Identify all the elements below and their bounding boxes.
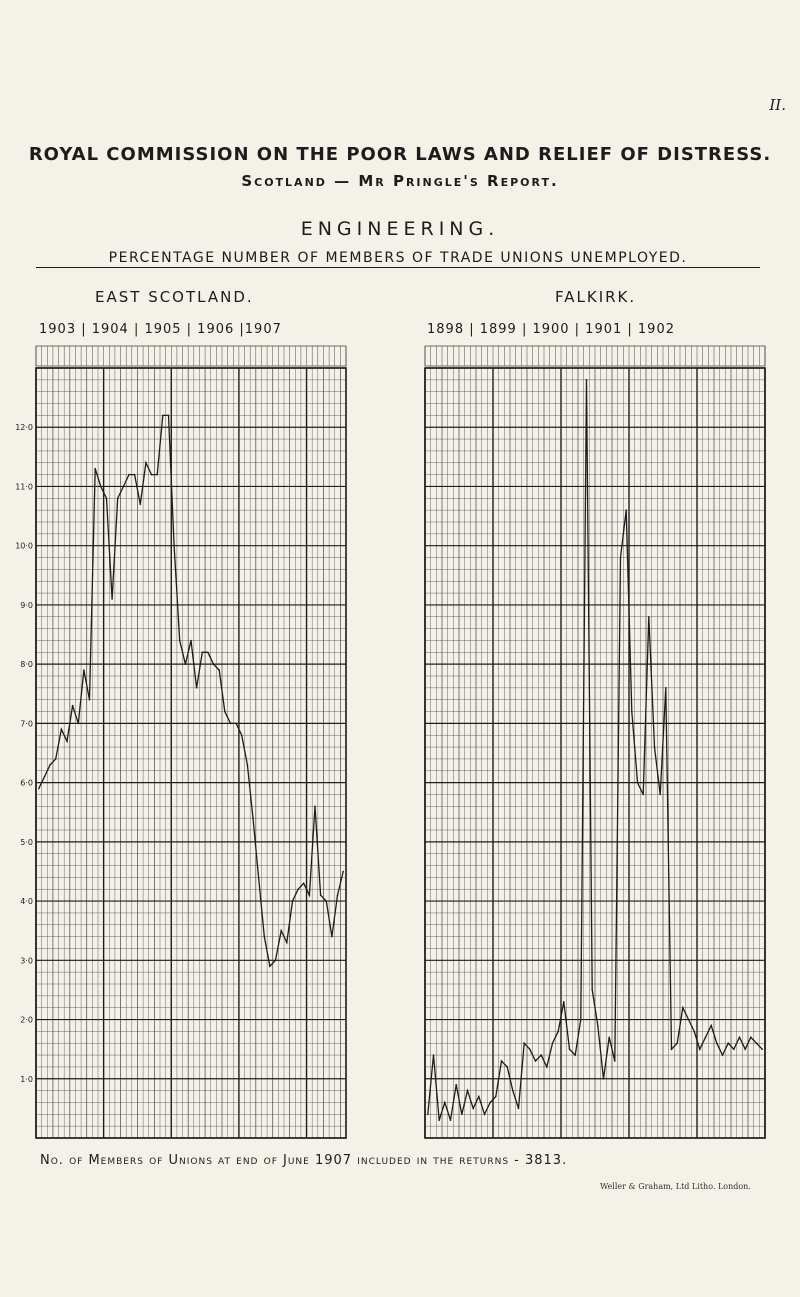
falkirk-data-point	[489, 1102, 491, 1104]
east-scotland-data-point	[286, 942, 288, 944]
page-subtitle: Scotland — Mr Pringle's Report.	[241, 172, 559, 190]
east-scotland-data-point	[241, 734, 243, 736]
falkirk-data-point	[642, 794, 644, 796]
falkirk-data-point	[727, 1042, 729, 1044]
east-scotland-data-point	[196, 687, 198, 689]
east-scotland-data-point	[89, 699, 91, 701]
east-scotland-data-point	[326, 900, 328, 902]
east-scotland-data-point	[185, 663, 187, 665]
east-scotland-data-point	[331, 936, 333, 938]
east-scotland-data-point	[207, 652, 209, 654]
east-scotland-data-point	[269, 965, 271, 967]
falkirk-data-point	[438, 1119, 440, 1121]
falkirk-data-point	[552, 1042, 554, 1044]
falkirk-data-point	[756, 1042, 758, 1044]
falkirk-data-point	[744, 1048, 746, 1050]
falkirk-data-point	[716, 1042, 718, 1044]
east-scotland-data-point	[190, 640, 192, 642]
east-scotland-data-point	[297, 888, 299, 890]
falkirk-data-point	[637, 782, 639, 784]
east-scotland-data-point	[202, 652, 204, 654]
falkirk-data-point	[540, 1054, 542, 1056]
falkirk-data-point	[659, 794, 661, 796]
falkirk-data-point	[580, 1019, 582, 1021]
east-scotland-ytick-label: 4·0	[20, 897, 33, 907]
east-scotland-data-point	[292, 900, 294, 902]
east-scotland-chart-title: EAST SCOTLAND.	[95, 288, 254, 306]
falkirk-data-point	[433, 1054, 435, 1056]
falkirk-data-point	[563, 1001, 565, 1003]
falkirk-data-point	[501, 1060, 503, 1062]
falkirk-data-point	[654, 746, 656, 748]
falkirk-data-point	[682, 1007, 684, 1009]
east-scotland-data-point	[61, 729, 63, 731]
east-scotland-plot-frame	[36, 368, 346, 1138]
falkirk-data-point	[591, 989, 593, 991]
chart-heading: PERCENTAGE NUMBER OF MEMBERS OF TRADE UNIONS UNEMPLOYED.	[36, 250, 760, 268]
falkirk-data-point	[620, 557, 622, 559]
east-scotland-data-point	[168, 415, 170, 417]
east-scotland-data-point	[151, 474, 153, 476]
plate-number: II.	[769, 96, 786, 114]
falkirk-data-point	[625, 509, 627, 511]
falkirk-data-point	[484, 1114, 486, 1116]
east-scotland-data-point	[106, 498, 108, 500]
falkirk-data-point	[688, 1019, 690, 1021]
page-title: ROYAL COMMISSION ON THE POOR LAWS AND RELIEF OF DISTRESS.	[28, 144, 772, 165]
east-scotland-data-point	[78, 723, 80, 725]
falkirk-data-point	[722, 1054, 724, 1056]
section-title: ENGINEERING.	[300, 218, 500, 240]
east-scotland-data-point	[247, 764, 249, 766]
falkirk-data-point	[614, 1060, 616, 1062]
east-scotland-data-point	[264, 936, 266, 938]
falkirk-data-point	[693, 1031, 695, 1033]
falkirk-data-point	[597, 1025, 599, 1027]
east-scotland-data-point	[275, 960, 277, 962]
east-scotland-month-row	[36, 346, 346, 366]
falkirk-data-point	[750, 1037, 752, 1039]
east-scotland-data-point	[252, 817, 254, 819]
falkirk-data-point	[455, 1084, 457, 1086]
falkirk-data-point	[427, 1114, 429, 1116]
falkirk-data-point	[444, 1102, 446, 1104]
falkirk-data-point	[671, 1048, 673, 1050]
falkirk-data-point	[546, 1066, 548, 1068]
east-scotland-ytick-label: 9·0	[20, 600, 33, 610]
east-scotland-data-point	[44, 776, 46, 778]
east-scotland-year-labels: 1903 | 1904 | 1905 | 1906 |1907	[39, 322, 282, 337]
falkirk-data-point	[574, 1054, 576, 1056]
east-scotland-series-line	[39, 415, 343, 966]
east-scotland-data-point	[337, 894, 339, 896]
falkirk-data-point	[603, 1078, 605, 1080]
east-scotland-data-point	[55, 758, 57, 760]
east-scotland-data-point	[123, 486, 125, 488]
east-scotland-data-point	[314, 806, 316, 808]
falkirk-data-point	[523, 1042, 525, 1044]
east-scotland-data-point	[213, 663, 215, 665]
falkirk-data-point	[699, 1048, 701, 1050]
falkirk-data-point	[586, 379, 588, 381]
east-scotland-data-point	[134, 474, 136, 476]
falkirk-data-point	[512, 1090, 514, 1092]
east-scotland-data-point	[235, 723, 237, 725]
east-scotland-data-point	[83, 669, 85, 671]
east-scotland-data-point	[72, 705, 74, 707]
east-scotland-data-point	[224, 711, 226, 713]
east-scotland-data-point	[128, 474, 130, 476]
east-scotland-data-point	[303, 883, 305, 885]
east-scotland-data-point	[156, 474, 158, 476]
east-scotland-ytick-label: 8·0	[20, 660, 33, 670]
east-scotland-ytick-label: 7·0	[20, 719, 33, 729]
falkirk-chart-title: FALKIRK.	[555, 288, 637, 306]
east-scotland-data-point	[342, 871, 344, 873]
falkirk-data-point	[761, 1048, 763, 1050]
east-scotland-ytick-label: 6·0	[20, 778, 33, 788]
east-scotland-data-point	[179, 640, 181, 642]
east-scotland-data-point	[94, 468, 96, 470]
east-scotland-data-point	[66, 740, 68, 742]
east-scotland-data-point	[230, 723, 232, 725]
falkirk-data-point	[705, 1037, 707, 1039]
east-scotland-data-point	[258, 877, 260, 879]
east-scotland-data-point	[320, 894, 322, 896]
east-scotland-data-point	[162, 415, 164, 417]
falkirk-data-point	[506, 1066, 508, 1068]
east-scotland-data-point	[38, 788, 40, 790]
east-scotland-ytick-label: 10·0	[15, 541, 33, 551]
east-scotland-ytick-label: 5·0	[20, 837, 33, 847]
east-scotland-data-point	[100, 486, 102, 488]
falkirk-data-point	[467, 1090, 469, 1092]
east-scotland-ytick-label: 2·0	[20, 1015, 33, 1025]
falkirk-data-point	[518, 1108, 520, 1110]
falkirk-data-point	[710, 1025, 712, 1027]
east-scotland-data-point	[111, 598, 113, 600]
falkirk-data-point	[461, 1114, 463, 1116]
falkirk-data-point	[529, 1048, 531, 1050]
falkirk-data-point	[608, 1037, 610, 1039]
east-scotland-data-point	[49, 764, 51, 766]
falkirk-data-point	[676, 1042, 678, 1044]
falkirk-data-point	[450, 1119, 452, 1121]
falkirk-data-point	[648, 616, 650, 618]
east-scotland-ytick-label: 12·0	[15, 423, 33, 433]
falkirk-data-point	[739, 1037, 741, 1039]
falkirk-year-labels: 1898 | 1899 | 1900 | 1901 | 1902	[427, 322, 675, 337]
falkirk-data-point	[495, 1096, 497, 1098]
east-scotland-data-point	[145, 462, 147, 464]
east-scotland-data-point	[280, 930, 282, 932]
printer-credit: Weller & Graham, Ltd Litho. London.	[600, 1182, 751, 1191]
falkirk-data-point	[478, 1096, 480, 1098]
east-scotland-data-point	[117, 498, 119, 500]
east-scotland-ytick-label: 1·0	[20, 1074, 33, 1084]
falkirk-data-point	[631, 711, 633, 713]
falkirk-data-point	[557, 1031, 559, 1033]
east-scotland-ytick-label: 11·0	[15, 482, 33, 492]
east-scotland-data-point	[218, 669, 220, 671]
falkirk-data-point	[569, 1048, 571, 1050]
falkirk-data-point	[733, 1048, 735, 1050]
falkirk-data-point	[472, 1108, 474, 1110]
east-scotland-ytick-label: 3·0	[20, 956, 33, 966]
east-scotland-note: No. of Members of Unions at end of June 1907 included in the returns - 3813.	[40, 1153, 568, 1168]
east-scotland-data-point	[140, 503, 142, 505]
east-scotland-data-point	[309, 894, 311, 896]
falkirk-data-point	[535, 1060, 537, 1062]
falkirk-data-point	[665, 687, 667, 689]
east-scotland-data-point	[173, 545, 175, 547]
